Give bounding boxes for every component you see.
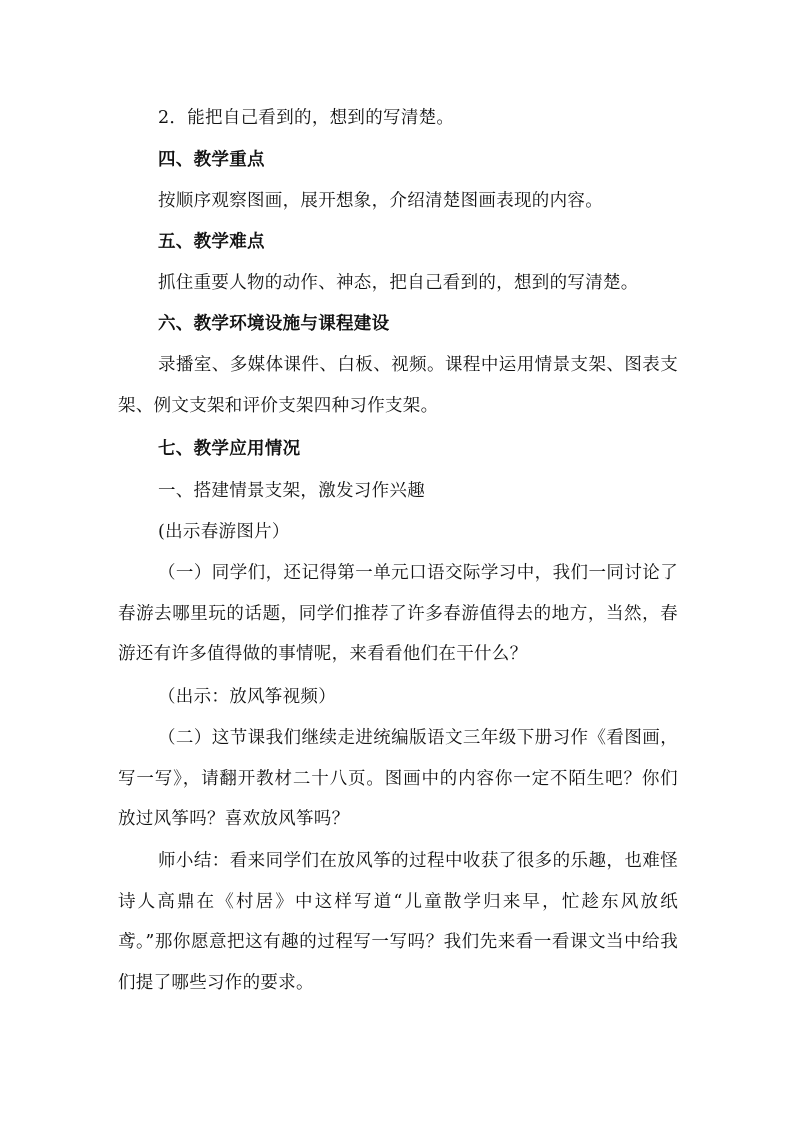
teaching-environment-text: 录播室、多媒体课件、白板、视频。课程中运用情景支架、图表支架、例文支架和评价支架四种习作支架。 xyxy=(118,355,678,416)
teaching-goal-2: 2．能把自己看到的，想到的写清楚。 xyxy=(158,108,455,128)
paragraph-lesson-intro: （二）这节课我们继续走进统编版语文三年级下册习作《看图画，写一写》，请翻开教材二十八页。图画中的内容你一定不陌生吧？你们放过风筝吗？喜欢放风筝吗？ xyxy=(118,728,678,829)
heading-teaching-focus: 四、教学重点 xyxy=(158,150,265,170)
paragraph-review-discussion: （一）同学们，还记得第一单元口语交际学习中，我们一同讨论了春游去哪里玩的话题，同学们推荐了许多春游值得去的地方，当然，春游还有许多值得做的事情呢，来看看他们在干什么？ xyxy=(118,563,678,664)
heading-teaching-application: 七、教学应用情况 xyxy=(158,439,301,459)
heading-teaching-difficulty: 五、教学难点 xyxy=(158,232,265,252)
teaching-difficulty-text: 抓住重要人物的动作、神态，把自己看到的，想到的写清楚。 xyxy=(158,273,639,293)
note-kite-video: （出示：放风筝视频） xyxy=(158,687,336,707)
section-scenario-support: 一、搭建情景支架，激发习作兴趣 xyxy=(158,481,425,501)
paragraph-teacher-summary: 师小结：看来同学们在放风筝的过程中收获了很多的乐趣，也难怪诗人高鼎在《村居》中这样写道“儿童散学归来早，忙趁东风放纸鸢。”那你愿意把这有趣的过程写一写吗？我们先来看一看课文当中给我们提了哪些习作的要求。 xyxy=(118,851,678,993)
note-spring-outing-picture: (出示春游图片） xyxy=(158,522,290,542)
teaching-focus-text: 按顺序观察图画，展开想象，介绍清楚图画表现的内容。 xyxy=(158,191,603,211)
heading-teaching-environment: 六、教学环境设施与课程建设 xyxy=(158,314,390,334)
